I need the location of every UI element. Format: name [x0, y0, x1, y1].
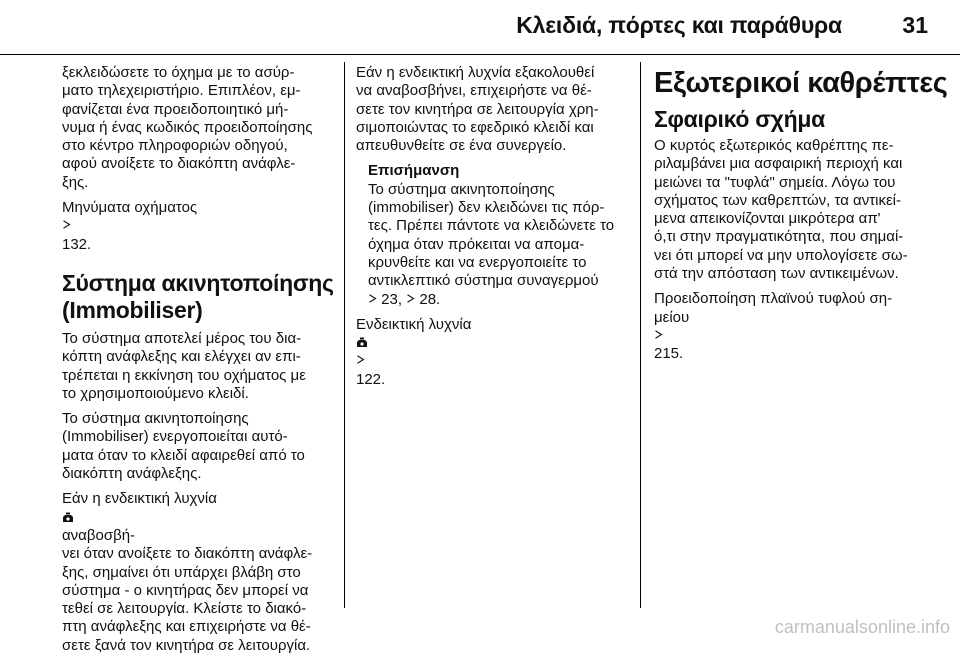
vehicle-messages-page-ref[interactable]: 132. — [62, 235, 92, 253]
indicator-lamp-text: Ενδεικτική λυχνία — [356, 315, 472, 333]
blind-spot-page-ref[interactable]: 215. — [654, 345, 684, 363]
header-divider — [0, 54, 960, 55]
paragraph-vehicle-messages — [62, 199, 338, 254]
blind-spot-text: Προειδοποίηση πλαϊνού τυφλού ση- μείου — [654, 290, 893, 326]
paragraph-indicator-lamp — [356, 316, 624, 389]
fault-text-before: Εάν η ενδεικτική λυχνία — [62, 490, 217, 508]
spherical-shape-heading: Σφαιρικό σχήμα — [654, 106, 825, 132]
column-divider-1 — [344, 62, 345, 608]
vehicle-messages-text: Μηνύματα οχήματος — [62, 199, 198, 217]
arrow-reference-icon — [62, 219, 71, 230]
paragraph-immobiliser-part: Το σύστημα αποτελεί μέρος του δια- κόπτη ανάφλεξης και ελέγχει αν επι- τρέπεται η εκκίνηση του οχήματος με το χρησιμοποιούμενο κλειδί. — [62, 329, 306, 402]
note-box — [356, 162, 624, 308]
header-title: Κλειδιά, πόρτες και παράθυρα — [516, 12, 842, 38]
note-title: Επισήμανση — [368, 162, 460, 180]
column-right — [654, 64, 948, 371]
column-left — [62, 64, 338, 662]
paragraph-immobiliser-fault — [62, 490, 338, 655]
immobiliser-lamp-icon — [356, 337, 368, 348]
watermark: carmanualsonline.info — [774, 617, 950, 637]
paragraph-convex-mirror: Ο κυρτός εξωτερικός καθρέπτης πε- ριλαμβάνει μια ασφαιρική περιοχή και μειώνει τα "τυφλά" σημεία. Λόγω του σχήματος των καθρεπτών, τα αντικεί- μενα απεικονίζονται μικρότερα απ' ό,τι στην πραγματικότητα, που σημαί- νει ότι μπορεί να μην υπολογίσετε σω- στά την απόσταση των αντικειμένων. — [654, 137, 908, 283]
arrow-reference-icon — [406, 293, 415, 304]
paragraph-spare-key: Εάν η ενδεικτική λυχνία εξακολουθεί να αναβοσβήνει, επιχειρήστε να θέ- σετε τον κινητήρα σε λειτουργία χρη- σιμοποιώντας το εφεδρικό κλειδί και απευθυνθείτε σε ένα συνεργείο. — [356, 64, 599, 155]
arrow-reference-icon — [368, 293, 377, 304]
column-divider-2 — [640, 62, 641, 608]
page-header — [0, 0, 960, 62]
fault-text-after: αναβοσβή- νει όταν ανοίξετε το διακόπτη ανάφλε- ξης, σημαίνει ότι υπάρχει βλάβη στο σύστημα - ο κινητήρας δεν μπορεί να τεθεί σε λειτουργία. Κλείστε το διακό- πτη ανάφλεξης και επιχειρήστε να θέ- σετε ξανά τον κινητήρα σε λειτουργία. — [62, 526, 313, 654]
page-number: 31 — [902, 12, 928, 38]
arrow-reference-icon — [654, 329, 663, 340]
mirrors-title: Εξωτερικοί καθρέπτες — [654, 67, 948, 99]
note-refs — [368, 291, 440, 308]
column-middle — [356, 64, 624, 396]
arrow-reference-icon — [356, 354, 365, 365]
immobiliser-heading: Σύστημα ακινητοποίησης (Immobiliser) — [62, 269, 334, 323]
paragraph-immobiliser-auto: Το σύστημα ακινητοποίησης (Immobiliser) ενεργοποιείται αυτό- ματα όταν το κλειδί αφαιρεθεί από το διακόπτη ανάφλεξης. — [62, 410, 305, 483]
paragraph-key-unlock: ξεκλειδώσετε το όχημα με το ασύρ- ματο τηλεχειριστήριο. Επιπλέον, εμ- φανίζεται ένα προειδοποιητικό μή- νυμα ή ένας κωδικός προειδοποίησης στο κέντρο πληροφοριών οδηγού, αφού ανοίξετε το διακόπτη ανάφλε- ξης. — [62, 64, 313, 191]
note-text: Το σύστημα ακινητοποίησης (immobiliser) δεν κλειδώνει τις πόρ- τες. Πρέπει πάντοτε να κλειδώνετε το όχημα όταν πρόκειται να απομα- κρυνθείτε και να ενεργοποιείτε το αντικλεπτικό σύστημα συναγερμού — [368, 180, 615, 290]
paragraph-blind-spot — [654, 290, 920, 363]
indicator-lamp-page-ref[interactable]: 122. — [356, 370, 386, 388]
immobiliser-lamp-icon — [62, 512, 74, 523]
note-ref-2[interactable]: 28. — [419, 290, 441, 308]
note-ref-1[interactable]: 23, — [381, 290, 403, 308]
